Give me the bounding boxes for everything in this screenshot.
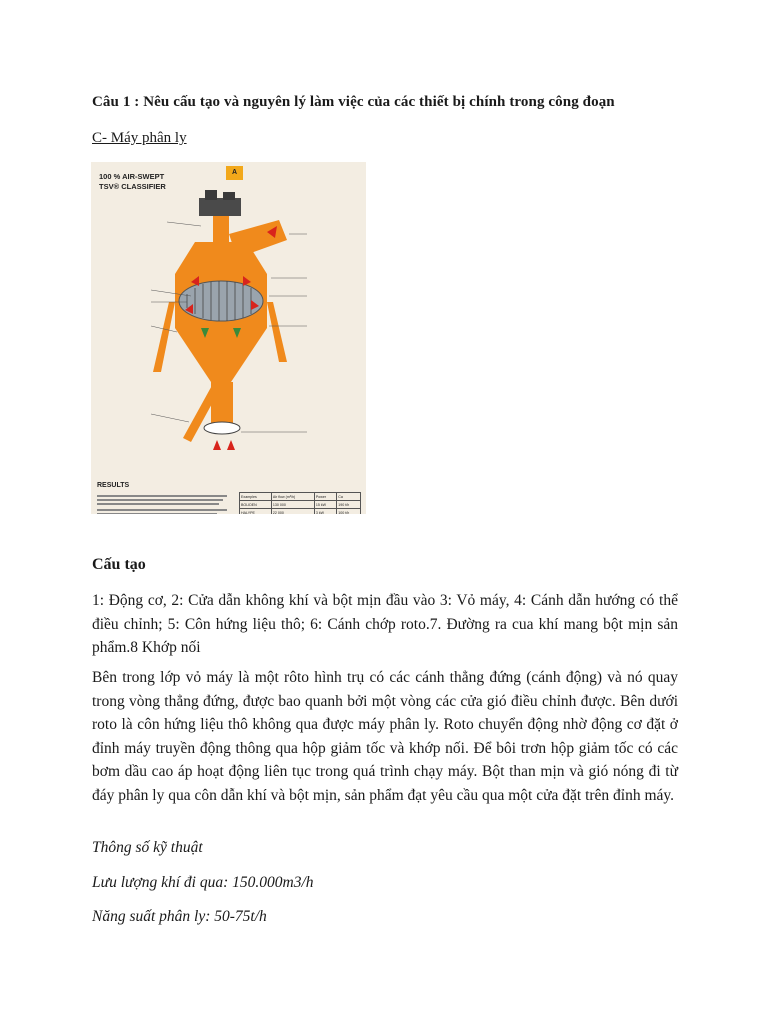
table-cell: Examples [240,493,272,501]
support-leg-left [153,302,175,372]
table-cell: 190 t/h [337,501,361,509]
table-cell: 15 kW [314,501,336,509]
rotor [179,281,263,321]
table-cell: Power [314,493,336,501]
section-subheading: C- Máy phân ly [92,130,187,146]
table-row [240,509,361,515]
table-cell: 22 000 [271,509,314,515]
table-cell: Air flow (m³/h) [271,493,314,501]
table-cell: 100 t/h [337,509,361,515]
inlet-opening [204,422,240,434]
support-leg-right [267,302,287,362]
figure-badge: A [226,166,243,180]
results-table [239,492,361,514]
table-cell: Ca [337,493,361,501]
spec-airflow: Lưu lượng khí đi qua: 150.000m3/h [92,874,314,891]
coarse-cone [175,328,267,382]
figure-title-line1: 100 % AIR-SWEPT [99,172,165,181]
spec-capacity: Năng suất phân ly: 50-75t/h [92,908,267,925]
transmission-shaft [213,216,229,242]
figure-title-line2: TSV® CLASSIFIER [99,182,166,191]
table-cell: BOLIDEN [240,501,272,509]
table-cell: 3 kW [314,509,336,515]
question-heading: Câu 1 : Nêu cấu tạo và nguyên lý làm việc của các thiết bị chính trong công đoạn [92,94,615,110]
table-cell: 130 000 [271,501,314,509]
description-paragraph: Bên trong lớp vỏ máy là một rôto hình trụ có các cánh thẳng đứng (cánh động) và nó quay trong vòng thẳng đứng, được bao quanh bởi một vòng các cửa gió điều chỉnh được. Bên dưới roto là côn hứng liệu thô không qua được máy phân ly. Roto chuyển động nhờ động cơ đặt ở đỉnh máy truyền động thông qua hộp giảm tốc và khớp nối. Để bôi trơn hộp giảm tốc có các bơm dầu cao áp hoạt động liên tục trong quá trình chạy máy. Bột than mịn và gió nóng đi từ đáy phân ly qua côn dẫn khí và bột mịn, sản phẩm đạt yêu cầu qua một cửa đặt trên đỉnh máy. [92,669,678,804]
specs-title: Thông số kỹ thuật [92,839,203,856]
table-row [240,493,361,501]
results-text-block [97,495,227,514]
table-row [240,501,361,509]
results-title: RESULTS [97,482,130,489]
classifier-figure [91,162,366,514]
motor-drive [199,198,241,216]
components-paragraph: 1: Động cơ, 2: Cửa dẫn không khí và bột mịn đầu vào 3: Vỏ máy, 4: Cánh dẫn hướng có thể điều chỉnh; 5: Côn hứng liệu thô; 6: Cánh chớp roto.7. Đường ra cua khí mang bột mịn sản phẩm.8 Khớp nối [92,592,678,656]
table-cell: HALYPE [240,509,272,515]
inlet-duct [211,382,233,428]
section-title: Cấu tạo [92,556,146,573]
classifier-diagram [91,182,366,482]
